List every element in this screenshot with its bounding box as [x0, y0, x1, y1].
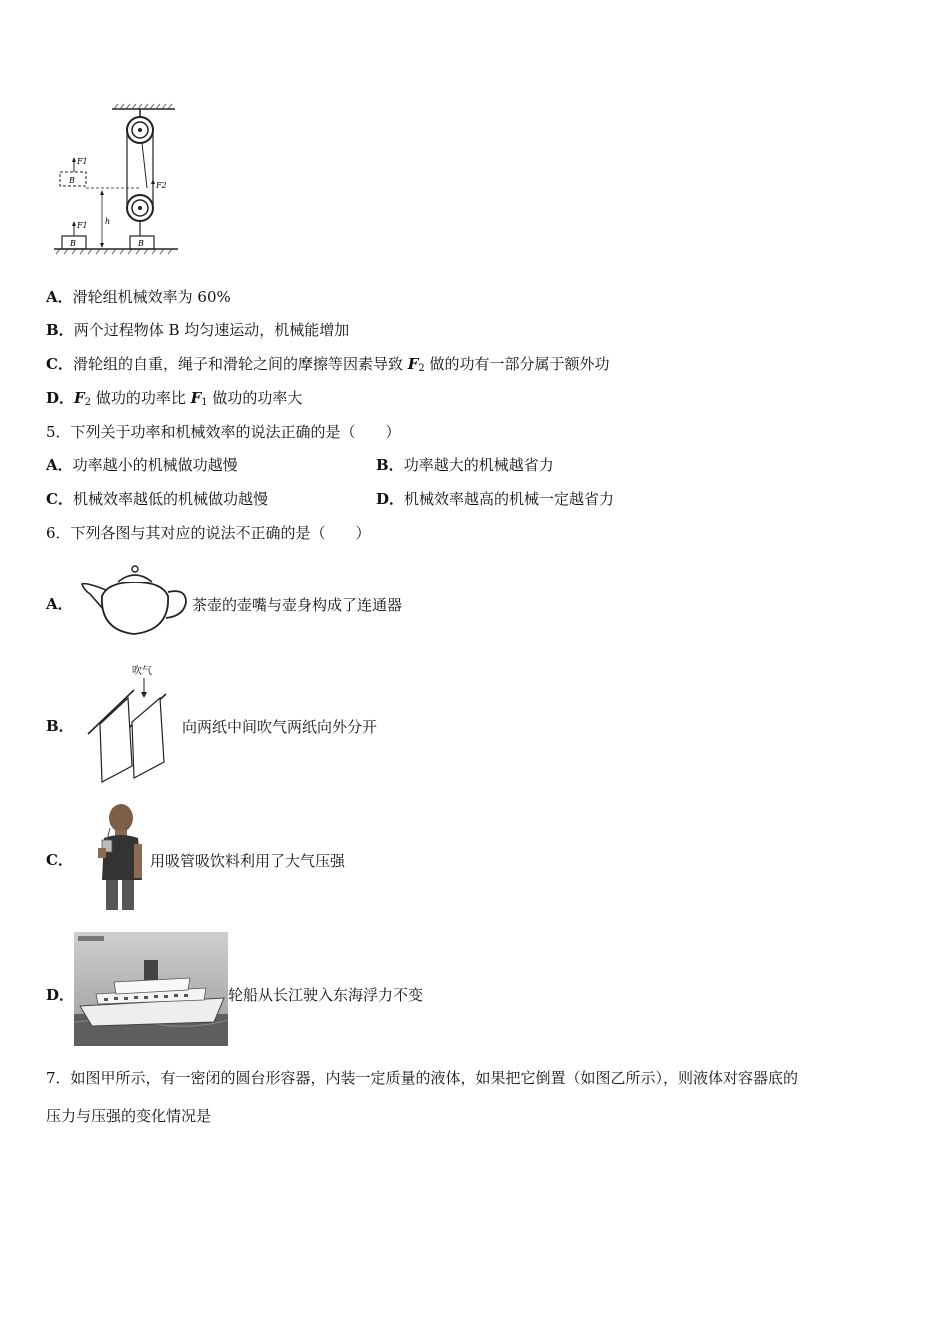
q4-option-a: A．滑轮组机械效率为 60%: [46, 288, 231, 306]
q6-option-a-label: A．: [46, 595, 73, 613]
blow-air-label: 吹气: [132, 666, 152, 677]
q6-option-d-text: 轮船从长江驶入东海浮力不变: [228, 986, 424, 1004]
pulley-system-figure: [50, 100, 190, 260]
boy-drinking-figure: [88, 800, 148, 912]
f2-label: F2: [156, 181, 167, 190]
q4-option-b: B．两个过程物体 B 均匀速运动，机械能增加: [46, 321, 350, 339]
q6-option-b-label: B．: [46, 717, 74, 735]
q5-option-d: D．机械效率越高的机械一定越省力: [376, 490, 615, 508]
q5-option-c: C．机械效率越低的机械做功越慢: [46, 490, 268, 508]
block-b-left-label: B: [70, 239, 76, 248]
q5-option-a: A．功率越小的机械做功越慢: [46, 456, 238, 474]
q6-option-c-text: 用吸管吸饮料利用了大气压强: [150, 852, 346, 870]
ship-photo-figure: [74, 932, 228, 1046]
q7-stem-line1: 7．如图甲所示，有一密闭的圆台形容器，内装一定质量的液体，如果把它倒置（如图乙所示），则液体对容器底的: [46, 1069, 799, 1087]
q6-option-d-label: D．: [46, 986, 75, 1004]
q6-option-b-text: 向两纸中间吹气两纸向外分开: [182, 718, 378, 736]
block-b-dashed-label: B: [69, 176, 75, 185]
q6-stem: 6．下列各图与其对应的说法不正确的是（ ）: [46, 524, 371, 542]
q6-option-a-text: 茶壶的壶嘴与壶身构成了连通器: [192, 596, 403, 614]
q7-stem-line2: 压力与压强的变化情况是: [46, 1107, 212, 1125]
f1-bottom-label: F1: [77, 221, 88, 230]
q4-option-d: D．$F_2$ 做功的功率比 $F_1$ 做功的功率大: [46, 389, 303, 408]
paper-sheets-figure: [84, 664, 182, 786]
q5-stem: 5．下列关于功率和机械效率的说法正确的是（ ）: [46, 423, 401, 441]
teapot-figure: [78, 560, 190, 640]
f1-top-label: F1: [77, 157, 88, 166]
block-b-right-label: B: [138, 239, 144, 248]
q6-option-c-label: C．: [46, 851, 73, 869]
q4-option-c: C．滑轮组的自重，绳子和滑轮之间的摩擦等因素导致 $F_2$ 做的功有一部分属于额外功: [46, 355, 610, 374]
q5-option-b: B．功率越大的机械越省力: [376, 456, 554, 474]
h-label: h: [105, 217, 111, 226]
